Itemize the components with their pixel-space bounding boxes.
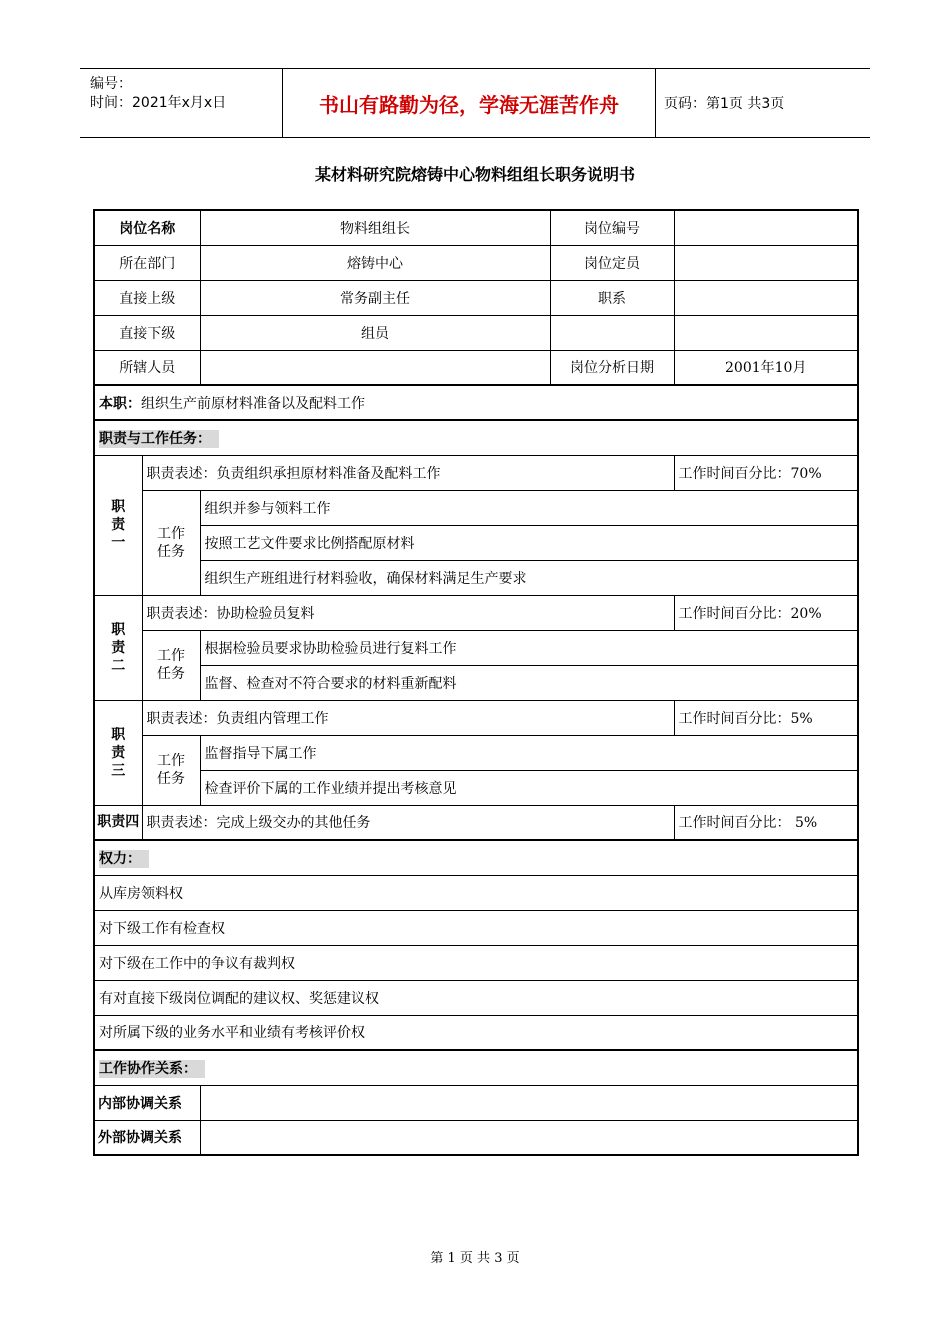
duty-2-task-2: 监督、检查对不符合要求的材料重新配料	[200, 665, 858, 700]
duty-1-task-row	[94, 560, 858, 595]
header-motto: 书山有路勤为径，学海无涯苦作舟	[282, 69, 656, 137]
authority-item-1: 从库房领料权	[94, 875, 858, 910]
direct-superior-value: 常务副主任	[200, 280, 550, 315]
position-name-value: 物料组组长	[200, 210, 550, 245]
headcount-label: 岗位定员	[550, 245, 674, 280]
basic-row-1	[94, 210, 858, 245]
duty-1-task-3: 组织生产班组进行材料验收，确保材料满足生产要求	[200, 560, 858, 595]
blank-value-cell	[674, 315, 858, 350]
job-description-table	[93, 209, 859, 1156]
duty-1-task-row	[94, 525, 858, 560]
duty-3-task-row	[94, 735, 858, 770]
duty-1-description: 职责表述：负责组织承担原材料准备及配料工作	[142, 455, 674, 490]
managed-staff-value	[200, 350, 550, 385]
duty-3-task-label: 工作任务	[142, 735, 200, 805]
external-relations-row	[94, 1120, 858, 1155]
duty-2-label: 职责二	[94, 595, 142, 700]
authority-row	[94, 980, 858, 1015]
basic-row-5	[94, 350, 858, 385]
duty-4-desc-row	[94, 805, 858, 840]
duty-1-task-label: 工作任务	[142, 490, 200, 595]
external-relations-label: 外部协调关系	[94, 1120, 200, 1155]
duty-3-task-row	[94, 770, 858, 805]
relations-header: 工作协作关系：	[99, 1060, 205, 1078]
duty-1-desc-row	[94, 455, 858, 490]
duty-2-description: 职责表述：协助检验员复料	[142, 595, 674, 630]
authority-header: 权力：	[99, 850, 149, 868]
blank-label-cell	[550, 315, 674, 350]
internal-relations-value	[200, 1085, 858, 1120]
duty-3-description: 职责表述：负责组内管理工作	[142, 700, 674, 735]
page-footer: 第 1 页 共 3 页	[430, 1251, 520, 1266]
department-label: 所在部门	[94, 245, 200, 280]
direct-superior-label: 直接上级	[94, 280, 200, 315]
authority-header-row	[94, 840, 858, 875]
direct-subordinate-value: 组员	[200, 315, 550, 350]
external-relations-value	[200, 1120, 858, 1155]
basic-row-3	[94, 280, 858, 315]
summary-row	[94, 385, 858, 420]
summary-text: 组织生产前原材料准备以及配料工作	[141, 395, 365, 412]
summary-label: 本职：	[99, 395, 141, 412]
duty-2-task-row	[94, 630, 858, 665]
position-code-value	[674, 210, 858, 245]
authority-item-5: 对所属下级的业务水平和业绩有考核评价权	[94, 1015, 858, 1050]
analysis-date-label: 岗位分析日期	[550, 350, 674, 385]
header-meta	[80, 69, 282, 137]
document-header	[80, 68, 870, 138]
duty-1-task-2: 按照工艺文件要求比例搭配原材料	[200, 525, 858, 560]
authority-item-4: 有对直接下级岗位调配的建议权、奖惩建议权	[94, 980, 858, 1015]
basic-row-4	[94, 315, 858, 350]
duty-4-description: 职责表述：完成上级交办的其他任务	[142, 805, 674, 840]
duty-4-percentage: 工作时间百分比： 5%	[674, 805, 858, 840]
duty-1-label: 职责一	[94, 455, 142, 595]
job-family-label: 职系	[550, 280, 674, 315]
position-code-label: 岗位编号	[550, 210, 674, 245]
document-title: 某材料研究院熔铸中心物料组组长职务说明书	[314, 165, 635, 184]
duties-header-row	[94, 420, 858, 455]
duty-2-desc-row	[94, 595, 858, 630]
duty-3-percentage: 工作时间百分比：5%	[674, 700, 858, 735]
position-name-label: 岗位名称	[94, 210, 200, 245]
duty-3-task-2: 检查评价下属的工作业绩并提出考核意见	[200, 770, 858, 805]
department-value: 熔铸中心	[200, 245, 550, 280]
analysis-date-value: 2001年10月	[674, 350, 858, 385]
authority-row	[94, 1015, 858, 1050]
duty-1-task-1: 组织并参与领料工作	[200, 490, 858, 525]
authority-item-3: 对下级在工作中的争议有裁判权	[94, 945, 858, 980]
duty-3-desc-row	[94, 700, 858, 735]
duty-2-task-row	[94, 665, 858, 700]
duty-2-percentage: 工作时间百分比：20%	[674, 595, 858, 630]
duty-2-task-label: 工作任务	[142, 630, 200, 700]
duty-4-label: 职责四	[94, 805, 142, 840]
internal-relations-label: 内部协调关系	[94, 1085, 200, 1120]
managed-staff-label: 所辖人员	[94, 350, 200, 385]
doc-number-label: 编号：	[90, 76, 132, 92]
header-page-info: 页码：第1页 共3页	[664, 96, 785, 112]
authority-item-2: 对下级工作有检查权	[94, 910, 858, 945]
relations-header-row	[94, 1050, 858, 1085]
duty-1-task-row	[94, 490, 858, 525]
duty-1-percentage: 工作时间百分比：70%	[674, 455, 858, 490]
headcount-value	[674, 245, 858, 280]
duties-header: 职责与工作任务：	[99, 430, 219, 448]
basic-row-2	[94, 245, 858, 280]
authority-row	[94, 875, 858, 910]
duty-2-task-1: 根据检验员要求协助检验员进行复料工作	[200, 630, 858, 665]
authority-row	[94, 945, 858, 980]
authority-row	[94, 910, 858, 945]
doc-time-label: 时间：2021年x月x日	[90, 95, 227, 111]
job-family-value	[674, 280, 858, 315]
duty-3-task-1: 监督指导下属工作	[200, 735, 858, 770]
direct-subordinate-label: 直接下级	[94, 315, 200, 350]
internal-relations-row	[94, 1085, 858, 1120]
duty-3-label: 职责三	[94, 700, 142, 805]
